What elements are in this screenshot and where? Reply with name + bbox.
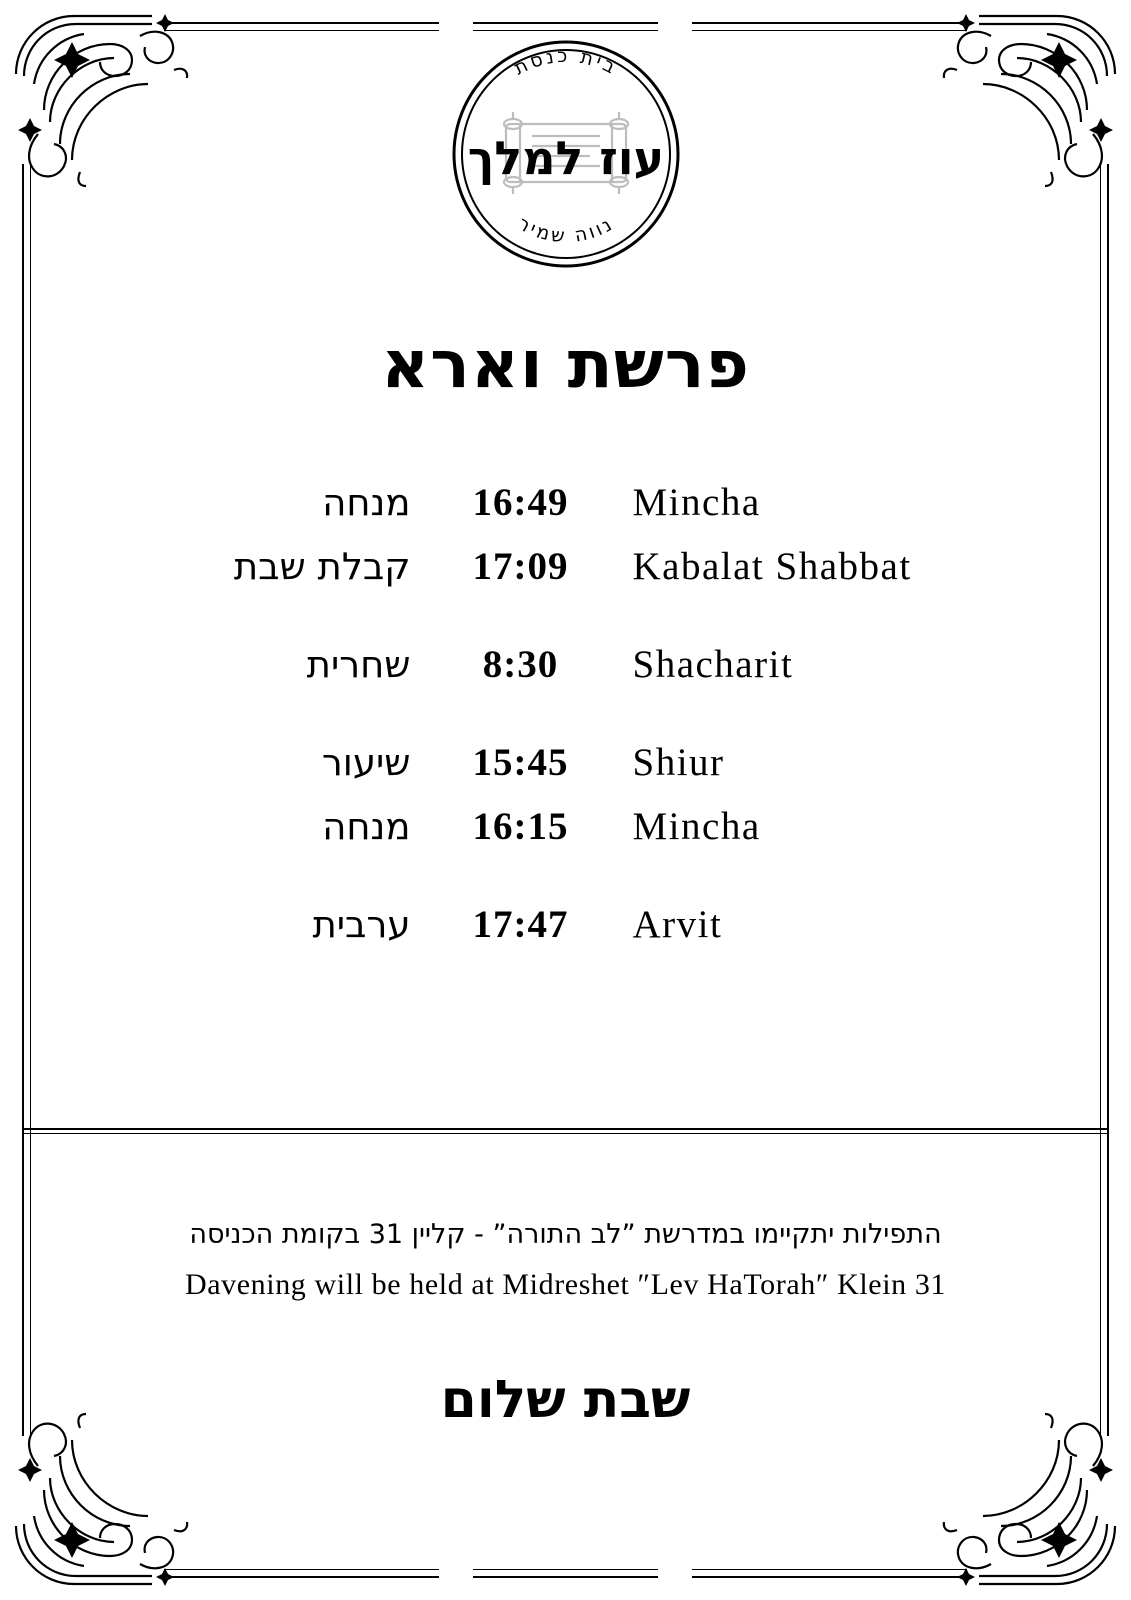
border-gap-bottom-right xyxy=(658,1564,692,1582)
prayer-name-hebrew: מנחה xyxy=(322,805,411,848)
prayer-name-english: Shacharit xyxy=(632,643,794,686)
border-gap-bottom-left xyxy=(439,1564,473,1582)
prayer-name-hebrew: קבלת שבת xyxy=(233,545,411,588)
svg-text:נווה שמיר: נווה שמיר xyxy=(513,212,618,248)
location-note-english: Davening will be held at Midreshet ″Lev HaTorah″ Klein 31 xyxy=(184,1267,947,1301)
prayer-name-english: Mincha xyxy=(632,481,761,524)
table-row xyxy=(0,544,1131,608)
prayer-time: 17:09 xyxy=(472,545,569,588)
location-note-hebrew: התפילות יתקיימו במדרשת ”לב התורה” - קליין 31 בקומת הכניסה xyxy=(189,1219,942,1250)
border-rule-bottom-inner xyxy=(164,1569,967,1570)
border-rule-top-inner xyxy=(164,30,967,31)
table-row xyxy=(0,642,1131,706)
prayer-name-hebrew: שחרית xyxy=(306,643,411,686)
prayer-times-table xyxy=(0,480,1131,1000)
prayer-name-hebrew: ערבית xyxy=(312,903,411,946)
table-row xyxy=(0,480,1131,544)
prayer-time: 15:45 xyxy=(472,741,569,784)
prayer-name-english: Arvit xyxy=(632,903,723,946)
schedule-group-morning xyxy=(0,642,1131,706)
schedule-group-afternoon xyxy=(0,740,1131,868)
prayer-time: 8:30 xyxy=(482,643,559,686)
prayer-name-hebrew: מנחה xyxy=(322,481,411,524)
prayer-time: 16:15 xyxy=(472,805,569,848)
synagogue-logo xyxy=(0,32,1131,276)
prayer-name-english: Shiur xyxy=(632,741,725,784)
border-rule-bottom-outer xyxy=(164,1576,967,1578)
prayer-time: 16:49 xyxy=(472,481,569,524)
schedule-group-friday xyxy=(0,480,1131,608)
prayer-name-english: Kabalat Shabbat xyxy=(632,545,912,588)
prayer-name-hebrew: שיעור xyxy=(321,741,411,784)
svg-text:בית כנסת: בית כנסת xyxy=(510,44,622,80)
location-note xyxy=(0,1215,1131,1307)
corner-flourish-bottom-right-icon xyxy=(932,1411,1117,1586)
section-divider xyxy=(22,1128,1109,1134)
corner-flourish-bottom-left-icon xyxy=(14,1411,199,1586)
svg-text:עוז למלך: עוז למלך xyxy=(467,131,664,185)
schedule-group-evening xyxy=(0,902,1131,966)
table-row xyxy=(0,740,1131,804)
prayer-time: 17:47 xyxy=(472,903,569,946)
table-row xyxy=(0,804,1131,868)
shabbat-shalom-greeting: שבת שלום xyxy=(440,1370,691,1430)
table-row xyxy=(0,902,1131,966)
prayer-name-english: Mincha xyxy=(632,805,761,848)
page-title: פרשת וארא xyxy=(381,326,750,403)
border-rule-top-outer xyxy=(164,22,967,24)
